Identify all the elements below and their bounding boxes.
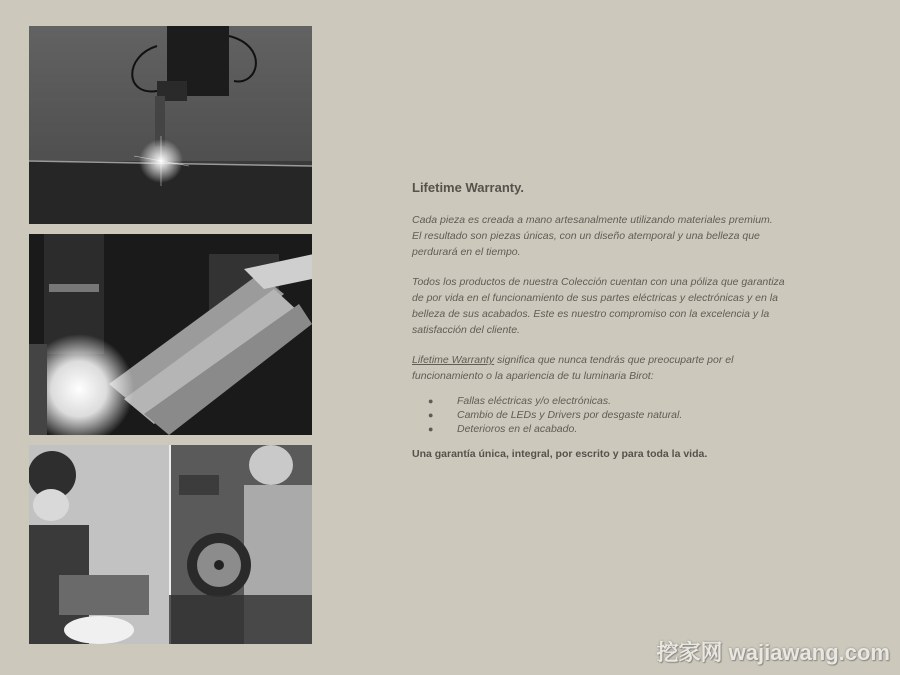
- section-title: Lifetime Warranty.: [412, 180, 524, 195]
- coverage-line-3: belleza de sus acabados. Este es nuestro compromiso con la excelencia y la: [412, 308, 770, 320]
- coverage-line-2: de por vida en el funcionamiento de sus partes eléctricas y electrónicas y en la: [412, 292, 778, 304]
- intro-paragraph: [412, 212, 812, 260]
- intro-line-2: El resultado son piezas únicas, con un diseño atemporal y una belleza que: [412, 230, 760, 242]
- closing-statement: Una garantía única, integral, por escrito y para toda la vida.: [412, 448, 708, 460]
- meaning-line-1-rest: significa que nunca tendrás que preocuparte por el: [494, 354, 734, 366]
- coverage-paragraph: [412, 274, 812, 338]
- warranty-section: [412, 180, 812, 460]
- intro-line-1: Cada pieza es creada a mano artesanalmente utilizando materiales premium.: [412, 214, 773, 226]
- meaning-paragraph: [412, 352, 812, 384]
- intro-line-3: perdurará en el tiempo.: [412, 246, 521, 258]
- coverage-list: [412, 394, 812, 436]
- photo-workers-grinding: [29, 445, 312, 644]
- list-item: ● Fallas eléctricas y/o electrónicas.: [412, 394, 812, 408]
- coverage-line-4: satisfacción del cliente.: [412, 324, 520, 336]
- photo-welding-frames: [29, 234, 312, 435]
- photo-laser-cutting: [29, 26, 312, 224]
- list-item: ● Deterioros en el acabado.: [412, 422, 812, 436]
- list-item: ● Cambio de LEDs y Drivers por desgaste natural.: [412, 408, 812, 422]
- site-watermark: 挖家网 wajiawang.com: [656, 640, 890, 665]
- coverage-line-1: Todos los productos de nuestra Colección cuentan con una póliza que garantiza: [412, 276, 785, 288]
- meaning-line-2: funcionamiento o la apariencia de tu luminaria Birot:: [412, 370, 654, 382]
- lifetime-warranty-link[interactable]: Lifetime Warranty: [412, 354, 495, 366]
